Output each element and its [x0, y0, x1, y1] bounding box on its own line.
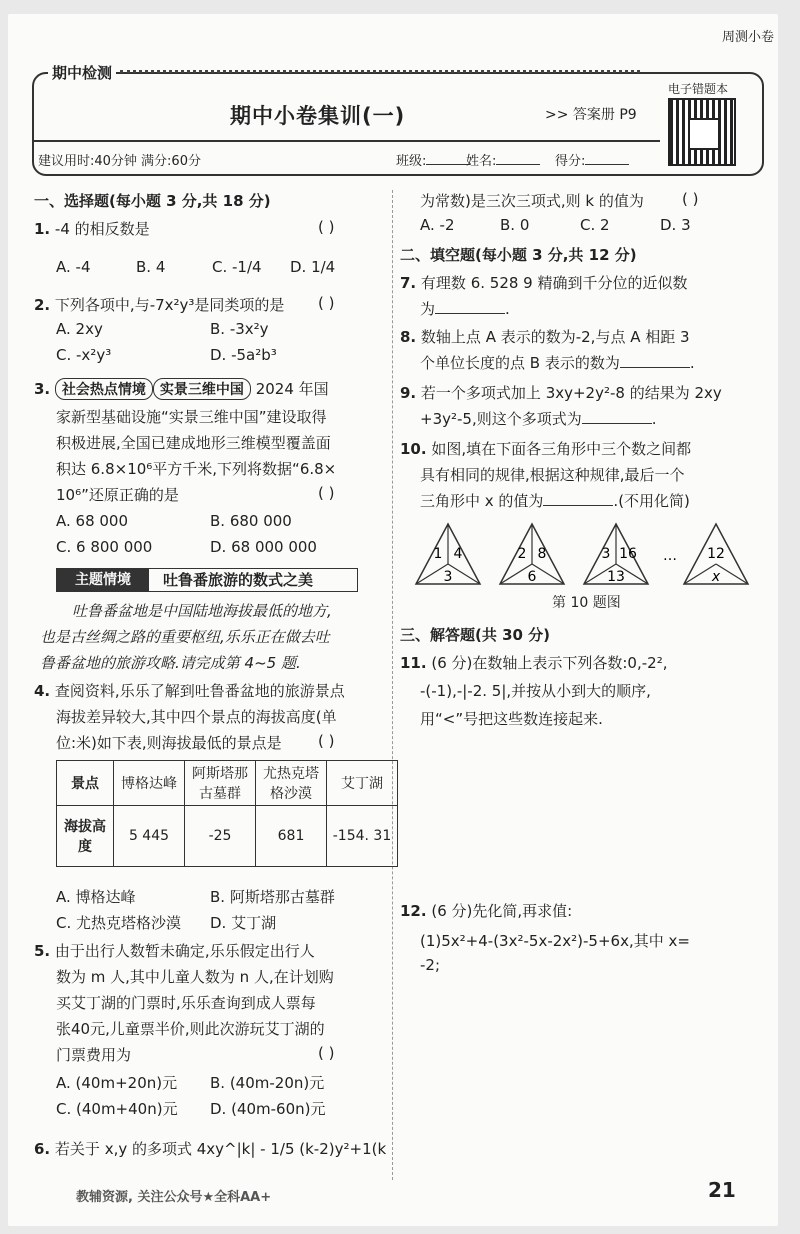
q5-text: 买艾丁湖的门票时,乐乐查询到成人票每 [56, 994, 316, 1012]
q9-text: +3y²-5,则这个多项式为 . [420, 410, 657, 428]
table-header-cell: 艾丁湖 [327, 761, 398, 806]
q3-option-a: A. 68 000 [56, 512, 129, 530]
q1-option-d: D. 1/4 [290, 258, 336, 276]
q2-option-a: A. 2xy [56, 320, 103, 338]
class-label: 班级: [396, 150, 470, 169]
q11-text: -(-1),-|-2. 5|,并按从小到大的顺序, [420, 682, 651, 700]
table-header-cell: 景点 [57, 761, 114, 806]
q3-text: 10⁶”还原正确的是 [56, 486, 179, 504]
q5-option-a: A. (40m+20n)元 [56, 1074, 178, 1092]
answer-paren: ( ) [318, 294, 335, 312]
q3-option-b: B. 680 000 [210, 512, 292, 530]
triangle-value: 6 [527, 569, 537, 585]
triangle-1 [416, 524, 480, 585]
corner-tag: 周测小卷 [721, 30, 774, 45]
q5-option-b: B. (40m-20n)元 [210, 1074, 325, 1092]
q4-option-b: B. 阿斯塔那古墓群 [210, 888, 335, 906]
qr-code-icon [668, 98, 736, 166]
q12-text: (1)5x²+4-(3x²-5x-2x²)-5+6x,其中 x= [420, 932, 690, 950]
table-header-cell: 阿斯塔那古墓群 [185, 761, 256, 806]
triangle-4 [684, 524, 748, 585]
q1-option-c: C. -1/4 [212, 258, 262, 276]
triangle-value: 16 [619, 546, 637, 562]
triangle-3 [584, 524, 648, 585]
q5-option-c: C. (40m+40n)元 [56, 1100, 178, 1118]
question-4: 4. 查阅资料,乐乐了解到吐鲁番盆地的旅游景点 [34, 682, 345, 700]
q6-option-d: D. 3 [660, 216, 691, 234]
theme-intro: 也是古丝绸之路的重要枢纽,乐乐正在做去吐 [40, 628, 330, 646]
q11-text: 用“<”号把这些数连接起来. [420, 710, 603, 728]
altitude-table [56, 760, 398, 867]
page-title: 期中小卷集训(一) [230, 104, 406, 128]
triangle-value: 1 [433, 546, 443, 562]
q4-option-d: D. 艾丁湖 [210, 914, 277, 932]
header-dotted-line [120, 70, 640, 76]
q4-text: 海拔差异较大,其中四个景点的海拔高度(单 [56, 708, 337, 726]
table-row [57, 806, 398, 867]
qr-label: 电子错题本 [668, 82, 729, 96]
q4-option-a: A. 博格达峰 [56, 888, 136, 906]
triangle-pattern-figure [412, 520, 752, 588]
part2-heading: 二、填空题(每小题 3 分,共 12 分) [400, 246, 637, 264]
column-divider [392, 190, 393, 1180]
answer-paren: ( ) [318, 1044, 335, 1062]
footer-note: 教辅资源, 关注公众号★全科AA+ [76, 1190, 272, 1205]
q6-option-c: C. 2 [580, 216, 610, 234]
ellipsis: … [663, 548, 677, 564]
question-2: 2. 下列各项中,与-7x²y³是同类项的是 [34, 296, 285, 314]
part3-heading: 三、解答题(共 30 分) [400, 626, 551, 644]
time-score: 建议用时:40分钟 满分:60分 [38, 154, 201, 169]
triangle-value: 3 [443, 569, 453, 585]
q8-text: 个单位长度的点 B 表示的数为 . [420, 354, 695, 372]
q3-text: 家新型基础设施“实景三维中国”建设取得 [56, 408, 327, 426]
q3-text: 积极进展,全国已建成地形三维模型覆盖面 [56, 434, 331, 452]
q2-option-c: C. -x²y³ [56, 346, 112, 364]
question-12: 12. (6 分)先化简,再求值: [400, 902, 573, 920]
q10-text: 具有相同的规律,根据这种规律,最后一个 [420, 466, 685, 484]
question-1: 1. -4 的相反数是 [34, 220, 150, 238]
theme-intro: 鲁番盆地的旅游攻略.请完成第 4~5 题. [40, 654, 301, 672]
theme-banner [56, 568, 358, 592]
table-cell: 5 445 [114, 806, 185, 867]
q6-option-a: A. -2 [420, 216, 455, 234]
triangle-value: 13 [607, 569, 625, 585]
figure-caption: 第 10 题图 [552, 595, 621, 611]
table-header-cell: 尤热克塔格沙漠 [256, 761, 327, 806]
q3-text: 积达 6.8×10⁶平方千米,下列将数据“6.8× [56, 460, 337, 478]
q3-option-d: D. 68 000 000 [210, 538, 317, 556]
table-cell: -154. 31 [327, 806, 398, 867]
triangle-value: 12 [707, 546, 725, 562]
q6-option-b: B. 0 [500, 216, 530, 234]
q5-text: 张40元,儿童票半价,则此次游玩艾丁湖的 [56, 1020, 325, 1038]
q1-option-b: B. 4 [136, 258, 166, 276]
question-3: 3. 社会热点情境 实景三维中国 2024 年国 [34, 380, 329, 398]
theme-label: 主题情境 [57, 569, 149, 591]
header-divider [32, 140, 660, 142]
triangle-value: 4 [453, 546, 463, 562]
q5-text: 门票费用为 [56, 1046, 132, 1064]
answer-reference: >> 答案册 P9 [545, 107, 637, 123]
part1-heading: 一、选择题(每小题 3 分,共 18 分) [34, 192, 271, 210]
theme-text: 吐鲁番旅游的数式之美 [163, 571, 314, 589]
q3-option-c: C. 6 800 000 [56, 538, 153, 556]
question-8: 8. 数轴上点 A 表示的数为-2,与点 A 相距 3 [400, 328, 690, 346]
question-10: 10. 如图,填在下面各三角形中三个数之间都 [400, 440, 692, 458]
question-6: 6. 若关于 x,y 的多项式 4xy^|k| - 1/5 (k-2)y²+1(k [34, 1140, 387, 1158]
q12-text: -2; [420, 956, 441, 974]
answer-paren: ( ) [682, 190, 699, 208]
question-9: 9. 若一个多项式加上 3xy+2y²-8 的结果为 2xy [400, 384, 722, 402]
page-number: 21 [708, 1178, 736, 1202]
question-7: 7. 有理数 6. 528 9 精确到千分位的近似数 [400, 274, 688, 292]
q4-text: 位:米)如下表,则海拔最低的景点是 [56, 734, 282, 752]
q7-text: 为 . [420, 300, 510, 318]
triangle-value: 3 [601, 546, 611, 562]
name-label: 姓名: [466, 150, 540, 169]
q2-option-b: B. -3x²y [210, 320, 269, 338]
table-header-cell: 博格达峰 [114, 761, 185, 806]
question-5: 5. 由于出行人数暂未确定,乐乐假定出行人 [34, 942, 315, 960]
triangle-value: x [711, 569, 721, 585]
section-title: 期中检测 [48, 62, 116, 83]
answer-paren: ( ) [318, 732, 335, 750]
triangle-value: 8 [537, 546, 547, 562]
q10-text: 三角形中 x 的值为 .(不用化简) [420, 492, 690, 510]
topic-tag: 实景三维中国 [153, 378, 251, 400]
q4-option-c: C. 尤热克塔格沙漠 [56, 914, 182, 932]
q5-text: 数为 m 人,其中儿童人数为 n 人,在计划购 [56, 968, 334, 986]
question-11: 11. (6 分)在数轴上表示下列各数:0,-2², [400, 654, 668, 672]
triangle-value: 2 [517, 546, 527, 562]
theme-intro: 吐鲁番盆地是中国陆地海拔最低的地方, [72, 602, 332, 620]
hot-topic-tag: 社会热点情境 [55, 378, 153, 400]
table-row [57, 761, 398, 806]
table-cell: 681 [256, 806, 327, 867]
score-label: 得分: [555, 150, 629, 169]
q5-option-d: D. (40m-60n)元 [210, 1100, 326, 1118]
q6-text: 为常数)是三次三项式,则 k 的值为 [420, 192, 644, 210]
q1-option-a: A. -4 [56, 258, 91, 276]
triangle-2 [500, 524, 564, 585]
q2-option-d: D. -5a²b³ [210, 346, 277, 364]
answer-paren: ( ) [318, 484, 335, 502]
answer-paren: ( ) [318, 218, 335, 236]
table-cell: -25 [185, 806, 256, 867]
table-cell: 海拔高度 [57, 806, 114, 867]
